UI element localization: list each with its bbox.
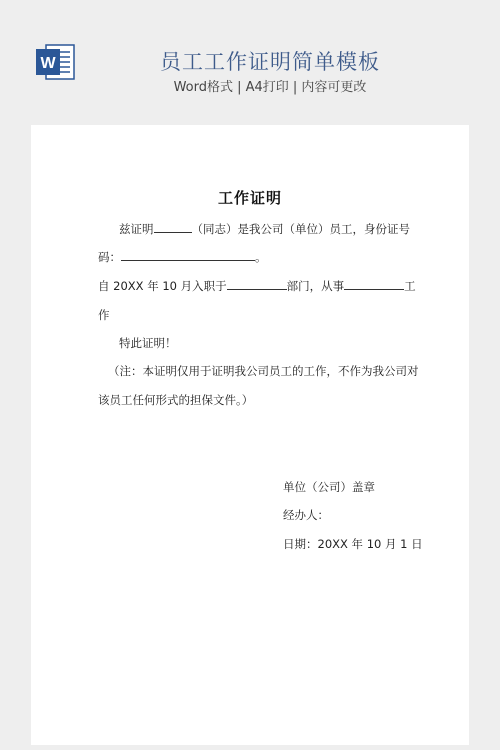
body-text: 部门，从事 — [286, 279, 345, 293]
signature-handler: 经办人： — [283, 508, 329, 522]
body-line-1 — [119, 221, 410, 237]
page-subtitle: Word格式 | A4打印 | 内容可更改 — [173, 80, 367, 95]
department-blank[interactable] — [227, 278, 287, 290]
body-text: 。 — [255, 250, 267, 264]
certify-line: 特此证明！ — [119, 336, 177, 350]
name-blank[interactable] — [154, 221, 192, 233]
body-text: （同志）是我公司（单位）员工，身份证号 — [191, 222, 410, 236]
body-text: 兹证明 — [119, 222, 154, 236]
body-line-2 — [98, 249, 267, 265]
document-title: 工作证明 — [217, 189, 282, 207]
svg-text:W: W — [40, 55, 56, 72]
body-line-3 — [98, 278, 416, 294]
body-text: 自 20XX 年 10 月入职于 — [98, 279, 227, 293]
note-line-1: （注：本证明仅用于证明我公司员工的工作，不作为我公司对 — [108, 364, 419, 378]
body-text: 工 — [404, 279, 416, 293]
page-header — [0, 0, 500, 125]
signature-unit: 单位（公司）盖章 — [283, 480, 375, 494]
body-line-4: 作 — [98, 308, 110, 322]
body-text: 码： — [98, 250, 121, 264]
signature-date: 日期：20XX 年 10 月 1 日 — [283, 537, 423, 551]
page-title: 员工工作证明简单模板 — [160, 50, 380, 74]
document-page — [31, 125, 469, 745]
note-line-2: 该员工任何形式的担保文件。） — [98, 393, 254, 407]
id-number-blank[interactable] — [121, 249, 255, 261]
position-blank[interactable] — [344, 278, 404, 290]
